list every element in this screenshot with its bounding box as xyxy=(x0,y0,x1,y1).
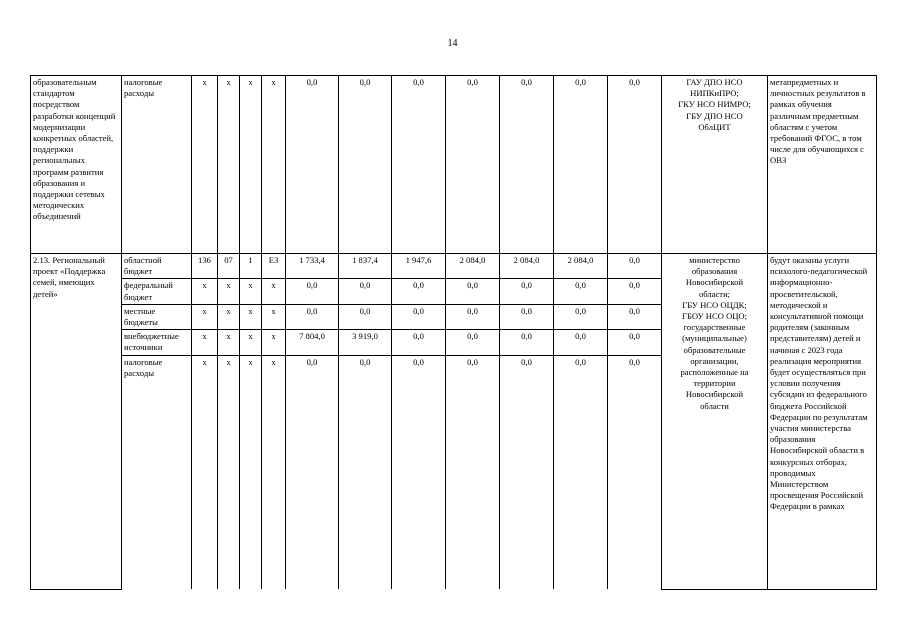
value-cell: 0,0 xyxy=(339,76,392,254)
value-cell: 0,0 xyxy=(554,304,608,329)
value-cell: 0,0 xyxy=(608,330,662,355)
code-cell: x xyxy=(218,330,240,355)
value-cell: 0,0 xyxy=(446,76,500,254)
code-cell: 07 xyxy=(218,254,240,279)
page-number: 14 xyxy=(447,38,458,49)
value-cell: 3 919,0 xyxy=(339,330,392,355)
value-cell: 0,0 xyxy=(392,304,446,329)
code-cell: 1 xyxy=(240,254,262,279)
code-cell: 136 xyxy=(192,254,218,279)
code-cell: x xyxy=(192,304,218,329)
code-cell: x xyxy=(262,304,286,329)
code-cell: x xyxy=(240,355,262,589)
value-cell: 0,0 xyxy=(608,76,662,254)
value-cell: 0,0 xyxy=(392,330,446,355)
value-cell: 1 733,4 xyxy=(286,254,339,279)
code-cell: x xyxy=(240,76,262,254)
code-cell: x xyxy=(262,330,286,355)
code-cell: x xyxy=(240,330,262,355)
value-cell: 0,0 xyxy=(286,279,339,304)
code-cell: x xyxy=(192,279,218,304)
value-cell: 0,0 xyxy=(392,76,446,254)
funding-source-cell: федеральный бюджет xyxy=(122,279,192,304)
table-row xyxy=(31,254,877,279)
value-cell: 0,0 xyxy=(500,304,554,329)
result-cell: метапредметных и личностных результатов в рамках обучения различным предметным областям с учетом требований ФГОС, в том числе для обучающихся с ОВЗ xyxy=(768,76,877,254)
value-cell: 0,0 xyxy=(339,304,392,329)
funding-source-cell: налоговые расходы xyxy=(122,355,192,589)
table-row xyxy=(31,76,877,254)
code-cell: x xyxy=(262,279,286,304)
value-cell: 0,0 xyxy=(554,279,608,304)
value-cell: 0,0 xyxy=(446,304,500,329)
value-cell: 7 804,0 xyxy=(286,330,339,355)
value-cell: 0,0 xyxy=(500,76,554,254)
activity-name-cell: 2.13. Региональный проект «Поддержка семей, имеющих детей» xyxy=(31,254,122,590)
code-cell: x xyxy=(262,76,286,254)
executor-cell: ГАУ ДПО НСО НИПКиПРО; ГКУ НСО НИМРО; ГБУ ДПО НСО ОблЦИТ xyxy=(662,76,768,254)
executor-cell: министерство образования Новосибирской области; ГБУ НСО ОЦДК; ГБОУ НСО ОЦО; государственные (муниципальные) образовательные организации, расположенные на территории Новосибирской области xyxy=(662,254,768,590)
funding-source-cell: местные бюджеты xyxy=(122,304,192,329)
value-cell: 0,0 xyxy=(286,76,339,254)
value-cell: 0,0 xyxy=(446,279,500,304)
code-cell: Е3 xyxy=(262,254,286,279)
activity-name-cell: образовательным стандартом посредством разработки концепций модернизации конкретных областей, поддержки региональных программ развития образования и поддержки сетевых методических объединений xyxy=(31,76,122,254)
value-cell: 0,0 xyxy=(554,330,608,355)
code-cell: x xyxy=(192,355,218,589)
value-cell: 2 084,0 xyxy=(500,254,554,279)
code-cell: x xyxy=(192,76,218,254)
value-cell: 2 084,0 xyxy=(554,254,608,279)
funding-source-cell: внебюджетные источники xyxy=(122,330,192,355)
value-cell: 0,0 xyxy=(608,254,662,279)
value-cell: 0,0 xyxy=(286,355,339,589)
value-cell: 0,0 xyxy=(446,355,500,589)
value-cell: 0,0 xyxy=(554,76,608,254)
value-cell: 0,0 xyxy=(339,279,392,304)
code-cell: x xyxy=(218,355,240,589)
value-cell: 0,0 xyxy=(608,355,662,589)
value-cell: 0,0 xyxy=(554,355,608,589)
value-cell: 2 084,0 xyxy=(446,254,500,279)
value-cell: 0,0 xyxy=(500,355,554,589)
value-cell: 0,0 xyxy=(392,279,446,304)
value-cell: 0,0 xyxy=(392,355,446,589)
value-cell: 0,0 xyxy=(608,304,662,329)
budget-table xyxy=(30,75,877,590)
value-cell: 0,0 xyxy=(500,330,554,355)
value-cell: 1 837,4 xyxy=(339,254,392,279)
result-cell: будут оказаны услуги психолого-педагогической информационно-просветительской, методической и консультативной помощи родителям (законным представителям) детей и начиная с 2023 года реализация мероприятия будет осуществляться при условии получения субсидии из федерального бюджета Российской Федерации по результатам участия министерства образования Новосибирской области в конкурсных отборах, проводимых Министерством просвещения Российской Федерации в рамках xyxy=(768,254,877,590)
value-cell: 0,0 xyxy=(608,279,662,304)
code-cell: x xyxy=(218,279,240,304)
code-cell: x xyxy=(192,330,218,355)
funding-source-cell: областной бюджет xyxy=(122,254,192,279)
value-cell: 0,0 xyxy=(446,330,500,355)
code-cell: x xyxy=(218,304,240,329)
value-cell: 0,0 xyxy=(500,279,554,304)
code-cell: x xyxy=(262,355,286,589)
funding-source-cell: налоговые расходы xyxy=(122,76,192,254)
value-cell: 0,0 xyxy=(339,355,392,589)
code-cell: x xyxy=(240,304,262,329)
code-cell: x xyxy=(240,279,262,304)
code-cell: x xyxy=(218,76,240,254)
value-cell: 1 947,6 xyxy=(392,254,446,279)
value-cell: 0,0 xyxy=(286,304,339,329)
